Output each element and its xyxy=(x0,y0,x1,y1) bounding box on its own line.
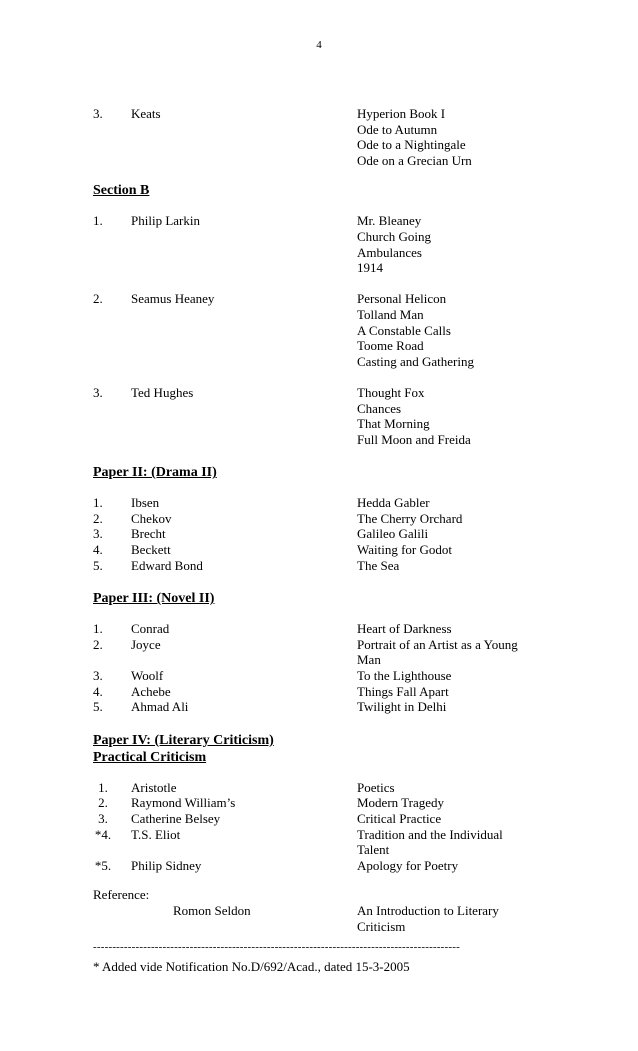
item-number: 5. xyxy=(93,557,103,573)
item-author: Keats xyxy=(131,106,161,121)
list-item xyxy=(93,495,573,511)
reference-work: Criticism xyxy=(357,918,406,934)
work-title: The Sea xyxy=(357,557,400,573)
item-works xyxy=(357,827,557,858)
item-works xyxy=(357,106,557,168)
item-number: 3. xyxy=(98,811,108,826)
item-works xyxy=(357,213,557,275)
work-title: Thought Fox xyxy=(357,384,425,400)
item-number: *4. xyxy=(94,826,112,842)
item-works xyxy=(357,511,557,527)
list-item xyxy=(93,699,573,715)
reference-work: An Introduction to Literary xyxy=(357,902,499,918)
item-works xyxy=(357,811,557,827)
item-number: 3. xyxy=(93,526,103,542)
item-author: Beckett xyxy=(131,542,171,558)
item-works xyxy=(357,542,557,558)
work-title: Chances xyxy=(357,400,402,416)
list-item xyxy=(93,827,573,858)
list-item xyxy=(93,511,573,527)
work-title: Critical Practice xyxy=(357,811,442,826)
work-title: The Cherry Orchard xyxy=(357,510,463,526)
work-title: Tolland Man xyxy=(357,306,424,322)
item-author: Ted Hughes xyxy=(131,384,194,400)
paper-3-list xyxy=(93,621,573,715)
item-number: 4. xyxy=(93,683,103,699)
work-title: Casting and Gathering xyxy=(357,353,474,369)
list-item xyxy=(93,526,573,542)
work-title: Heart of Darkness xyxy=(357,621,452,637)
list-item xyxy=(93,542,573,558)
item-author: Catherine Belsey xyxy=(131,811,221,826)
item-number: 1. xyxy=(93,213,103,229)
work-title: Hyperion Book I xyxy=(357,106,446,121)
item-author: Edward Bond xyxy=(131,557,203,573)
work-title: Galileo Galili xyxy=(357,526,429,542)
item-number: 2. xyxy=(98,795,108,811)
work-title: Toome Road xyxy=(357,338,424,354)
item-author: Conrad xyxy=(131,621,170,637)
list-item xyxy=(93,811,573,827)
item-author: Ahmad Ali xyxy=(131,699,189,715)
work-title: Ambulances xyxy=(357,244,422,260)
paper-3-heading: Paper III: (Novel II) xyxy=(93,591,215,607)
top-list xyxy=(93,106,573,168)
paper-4-heading: Paper IV: (Literary Criticism) xyxy=(93,732,274,748)
section-b-heading: Section B xyxy=(93,183,150,199)
list-item xyxy=(93,858,573,874)
item-works xyxy=(357,699,557,715)
page-number: 4 xyxy=(316,39,322,51)
work-title: Ode to Autumn xyxy=(357,121,438,137)
work-title: Talent xyxy=(357,842,390,858)
list-item xyxy=(93,621,573,637)
work-title: A Constable Calls xyxy=(357,322,451,338)
reference-label: Reference: xyxy=(93,887,150,903)
list-item xyxy=(93,684,573,700)
item-number: 3. xyxy=(93,384,103,400)
work-title: Poetics xyxy=(357,779,395,795)
work-title: To the Lighthouse xyxy=(357,668,452,684)
work-title: Man xyxy=(357,652,381,668)
reference-author: Romon Seldon xyxy=(173,902,251,918)
item-number: 1. xyxy=(93,495,103,511)
item-author: Achebe xyxy=(131,683,171,699)
item-works xyxy=(357,558,557,574)
item-works xyxy=(357,385,557,447)
syllabus-content xyxy=(93,106,573,934)
item-author: Brecht xyxy=(131,526,166,542)
item-works xyxy=(357,291,557,369)
footnote-rule: ----------------------------------------------------------------------------------------------- xyxy=(93,941,460,953)
item-author: Philip Larkin xyxy=(131,213,200,229)
work-title: Portrait of an Artist as a Young xyxy=(357,636,518,652)
list-item xyxy=(93,558,573,574)
item-works xyxy=(357,684,557,700)
item-works xyxy=(357,795,557,811)
paper-4-subheading: Practical Criticism xyxy=(93,749,207,765)
work-title: Apology for Poetry xyxy=(357,857,459,873)
list-item xyxy=(93,637,573,668)
list-item xyxy=(93,291,573,369)
work-title: Ode to a Nightingale xyxy=(357,137,466,153)
item-author: Seamus Heaney xyxy=(131,291,215,307)
item-works xyxy=(357,668,557,684)
list-item xyxy=(93,213,573,275)
item-author: Raymond William’s xyxy=(131,795,236,811)
work-title: Things Fall Apart xyxy=(357,683,449,699)
item-author: Chekov xyxy=(131,510,172,526)
item-number: 2. xyxy=(93,510,103,526)
item-works xyxy=(357,637,557,668)
work-title: Church Going xyxy=(357,228,432,244)
section-b-list xyxy=(93,213,573,447)
item-works xyxy=(357,621,557,637)
item-author: T.S. Eliot xyxy=(131,826,181,842)
item-author: Joyce xyxy=(131,636,161,652)
work-title: Personal Helicon xyxy=(357,291,447,307)
item-works xyxy=(357,780,557,796)
item-number: *5. xyxy=(94,857,112,873)
item-works xyxy=(357,495,557,511)
work-title: 1914 xyxy=(357,260,383,276)
work-title: Hedda Gabler xyxy=(357,495,430,511)
item-number: 4. xyxy=(93,542,103,558)
item-number: 3. xyxy=(93,668,103,684)
item-author: Philip Sidney xyxy=(131,857,202,873)
work-title: Tradition and the Individual xyxy=(357,826,503,842)
paper-2-heading: Paper II: (Drama II) xyxy=(93,465,217,481)
work-title: That Morning xyxy=(357,416,430,432)
list-item xyxy=(93,668,573,684)
item-number: 1. xyxy=(98,779,108,795)
item-author: Aristotle xyxy=(131,779,177,795)
reference-row xyxy=(93,903,573,934)
item-works xyxy=(357,526,557,542)
item-author: Ibsen xyxy=(131,495,160,511)
work-title: Twilight in Delhi xyxy=(357,699,447,715)
list-item xyxy=(93,385,573,447)
item-number: 3. xyxy=(93,106,103,121)
item-number: 2. xyxy=(93,291,103,307)
paper-2-list xyxy=(93,495,573,573)
item-number: 2. xyxy=(93,636,103,652)
footnote: * Added vide Notification No.D/692/Acad., dated 15-3-2005 xyxy=(93,959,410,974)
work-title: Waiting for Godot xyxy=(357,542,452,558)
paper-4-list xyxy=(93,780,573,874)
item-number: 5. xyxy=(93,699,103,715)
item-works xyxy=(357,858,557,874)
list-item xyxy=(93,780,573,796)
work-title: Ode on a Grecian Urn xyxy=(357,152,472,168)
list-item xyxy=(93,106,573,168)
item-number: 1. xyxy=(93,621,103,637)
work-title: Modern Tragedy xyxy=(357,795,445,811)
list-item xyxy=(93,795,573,811)
item-author: Woolf xyxy=(131,668,164,684)
work-title: Mr. Bleaney xyxy=(357,213,422,229)
work-title: Full Moon and Freida xyxy=(357,431,471,447)
